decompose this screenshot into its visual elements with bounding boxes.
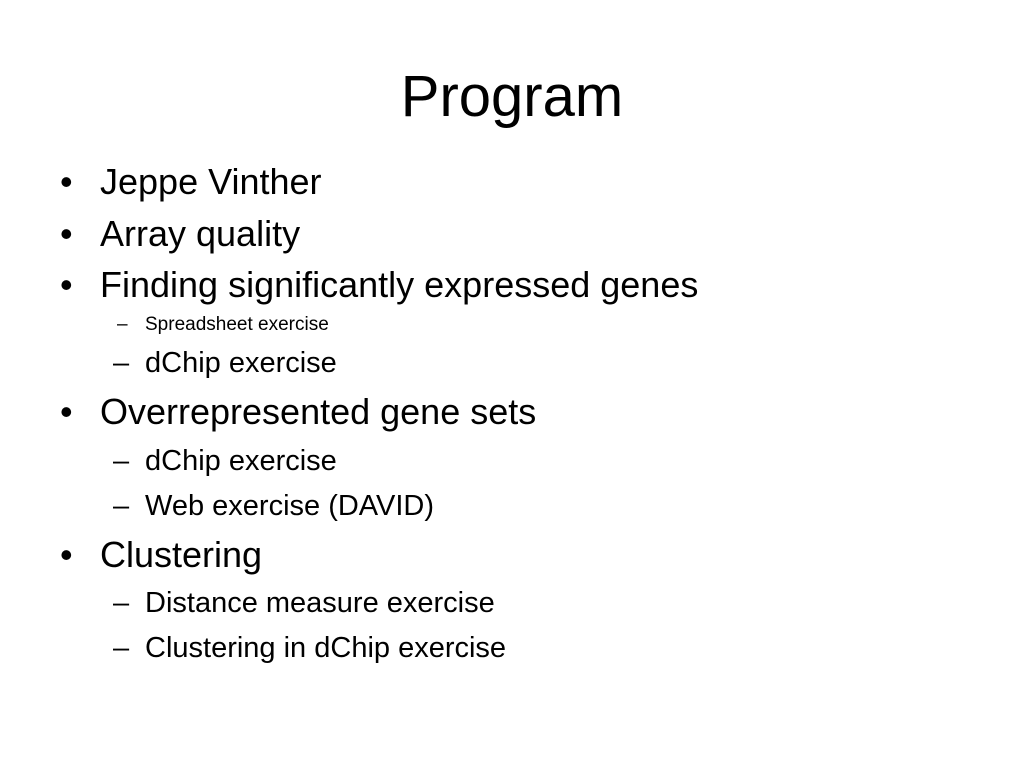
sub-bullet-marker: – (117, 314, 128, 335)
sub-bullet-text: Spreadsheet exercise (145, 314, 329, 335)
sub-bullet-marker: – (113, 632, 130, 664)
sub-bullet-marker: – (113, 347, 130, 379)
sub-bullet-text: Distance measure exercise (145, 587, 495, 619)
bullet-marker: • (60, 161, 73, 202)
bullet-text: Jeppe Vinther (100, 161, 322, 202)
sub-bullet-text: Clustering in dChip exercise (145, 632, 507, 664)
bullet-text: Array quality (100, 213, 301, 254)
sub-bullet-marker: – (113, 587, 130, 619)
sub-bullet-marker: – (113, 445, 130, 477)
bullet-text: Overrepresented gene sets (100, 391, 537, 432)
bullet-marker: • (60, 534, 73, 575)
bullet-text: Finding significantly expressed genes (100, 264, 699, 305)
sub-bullet-text: Web exercise (DAVID) (145, 490, 434, 522)
sub-bullet-marker: – (113, 490, 130, 522)
bullet-marker: • (60, 391, 73, 432)
sub-bullet-text: dChip exercise (145, 445, 337, 477)
bullet-text: Clustering (100, 534, 263, 575)
bullet-marker: • (60, 264, 73, 305)
bullet-marker: • (60, 213, 73, 254)
slide-title: Program (400, 64, 624, 129)
sub-bullet-text: dChip exercise (145, 347, 337, 379)
